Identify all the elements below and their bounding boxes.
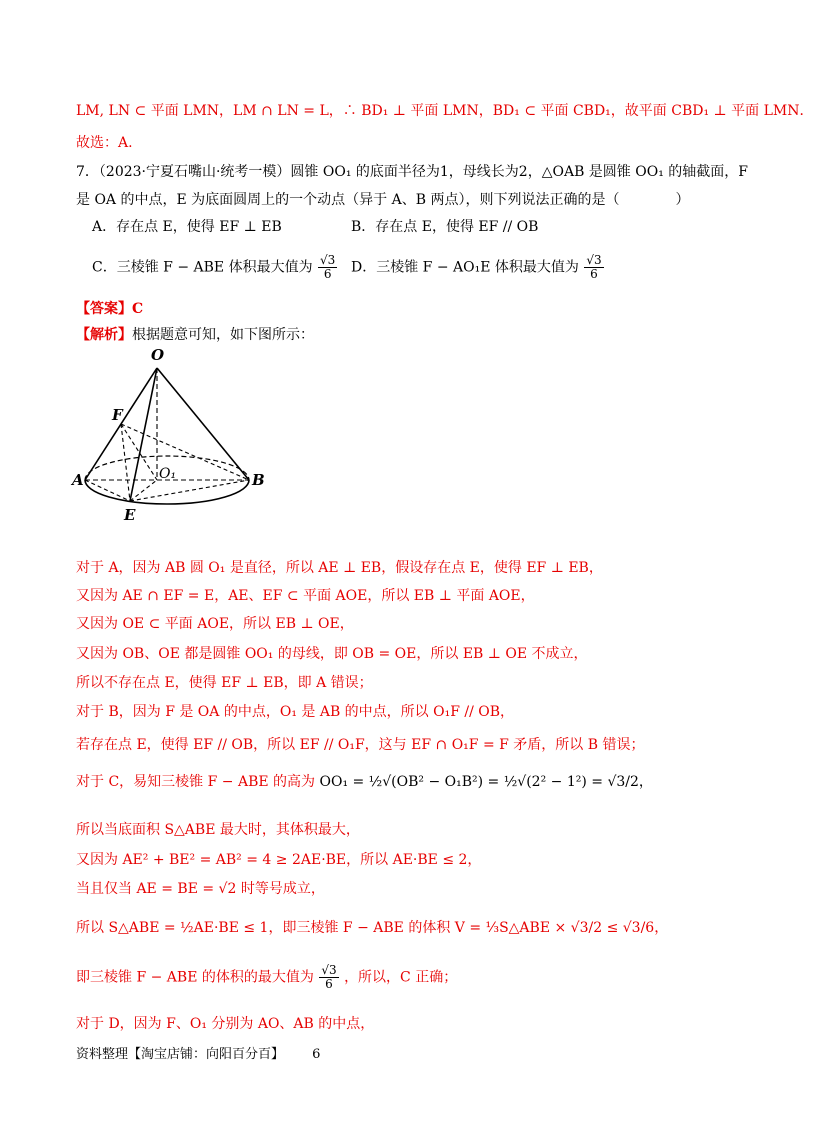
option-c — [92, 254, 338, 281]
solution-line-13-text: 即三棱锥 F − ABE 的体积的最大值为 — [76, 969, 314, 986]
footer-source: 资料整理【淘宝店铺：向阳百分百】 — [76, 1047, 285, 1062]
option-b: B．存在点 E，使得 EF // OB — [351, 219, 539, 235]
solution-line-11: 当且仅当 AE = BE = √2 时等号成立， — [76, 881, 325, 897]
answer-label: 【答案】 — [76, 301, 132, 317]
question-stem-line2: 是 OA 的中点，E 为底面圆周上的一个动点（异于 A、B 两点），则下列说法正确的是（ ） — [76, 192, 690, 208]
label-e: E — [124, 506, 136, 524]
solution-line-13-numerator: √3 — [321, 963, 337, 977]
solution-line-7: 若存在点 E，使得 EF // OB，所以 EF // O₁F，这与 EF ∩ O₁F = F 矛盾，所以 B 错误； — [76, 737, 645, 753]
option-c-fraction — [318, 254, 337, 281]
question-stem-line1: 7．（2023·宁夏石嘴山·统考一模）圆锥 OO₁ 的底面半径为1，母线长为2，△OAB 是圆锥 OO₁ 的轴截面，F — [76, 164, 748, 180]
solution-line-9: 所以当底面积 S△ABE 最大时，其体积最大， — [76, 822, 360, 838]
answer-value: C — [132, 301, 144, 317]
option-d-denominator: 6 — [590, 267, 598, 281]
solution-line-5: 所以不存在点 E，使得 EF ⊥ EB，即 A 错误； — [76, 675, 373, 691]
label-o1: O₁ — [159, 466, 177, 482]
answer-line — [76, 299, 740, 319]
label-f: F — [112, 406, 123, 424]
solution-line-13-fraction — [319, 964, 338, 991]
solution-line-8-text: 对于 C，易知三棱锥 F − ABE 的高为 — [76, 774, 316, 790]
solution-line-13 — [76, 964, 740, 991]
solution-line-8 — [76, 772, 740, 792]
label-b: B — [252, 471, 265, 489]
option-c-denominator: 6 — [323, 267, 332, 281]
option-a: A．存在点 E，使得 EF ⊥ EB — [92, 219, 282, 235]
solution-line-10: 又因为 AE² + BE² = AB² = 4 ≥ 2AE·BE，所以 AE·BE ≤ 2， — [76, 852, 482, 868]
solution-line-8-expression: OO₁ = ½√(OB² − O₁B²) = ½√(2² − 1²) = √3/2， — [319, 774, 653, 790]
cone-figure — [72, 340, 265, 530]
label-a: A — [72, 471, 84, 489]
page-footer — [76, 1046, 320, 1064]
solution-line-13-denominator: 6 — [325, 977, 333, 991]
analysis-intro: 根据题意可知，如下图所示： — [132, 327, 314, 343]
solution-line-12: 所以 S△ABE = ½AE·BE ≤ 1，即三棱锥 F − ABE 的体积 V = ⅓S△ABE × √3/2 ≤ √3/6， — [76, 920, 669, 936]
solution-line-13-tail: ，所以，C 正确； — [344, 969, 458, 986]
segment-fo1 — [121, 424, 157, 480]
option-d-fraction — [584, 254, 603, 281]
segment-eb — [130, 480, 249, 501]
solution-line-1: 对于 A，因为 AB 圆 O₁ 是直径，所以 AE ⊥ EB，假设存在点 E，使得 EF ⊥ EB， — [76, 560, 603, 576]
analysis-label: 【解析】 — [76, 327, 132, 343]
solution-line-14: 对于 D，因为 F、O₁ 分别为 AO、AB 的中点， — [76, 1016, 375, 1032]
edge-ob — [157, 368, 249, 480]
solution-line-2: 又因为 AE ∩ EF = E，AE、EF ⊂ 平面 AOE，所以 EB ⊥ 平面 AOE， — [76, 588, 535, 604]
option-d-text: D．三棱锥 F − AO₁E 体积最大值为 — [351, 259, 579, 276]
option-d-numerator: √3 — [586, 253, 602, 267]
base-front-arc — [85, 480, 249, 504]
solution-line-4: 又因为 OB、OE 都是圆锥 OO₁ 的母线，即 OB = OE，所以 EB ⊥ OE 不成立， — [76, 646, 588, 662]
page-number: 6 — [312, 1047, 321, 1062]
segment-fe — [121, 424, 130, 501]
option-c-numerator: √3 — [320, 253, 336, 267]
label-o: O — [151, 346, 165, 364]
solution-line-6: 对于 B，因为 F 是 OA 的中点，O₁ 是 AB 的中点，所以 O₁F // OB， — [76, 704, 515, 720]
prev-answer-line: 故选：A. — [76, 135, 133, 151]
prev-solution-line: LM, LN ⊂ 平面 LMN，LM ∩ LN = L，∴ BD₁ ⊥ 平面 LMN，BD₁ ⊂ 平面 CBD₁，故平面 CBD₁ ⊥ 平面 LMN． — [76, 103, 813, 119]
option-c-text: C．三棱锥 F − ABE 体积最大值为 — [92, 259, 313, 276]
option-d — [351, 254, 605, 281]
solution-line-3: 又因为 OE ⊂ 平面 AOE，所以 EB ⊥ OE， — [76, 616, 354, 632]
